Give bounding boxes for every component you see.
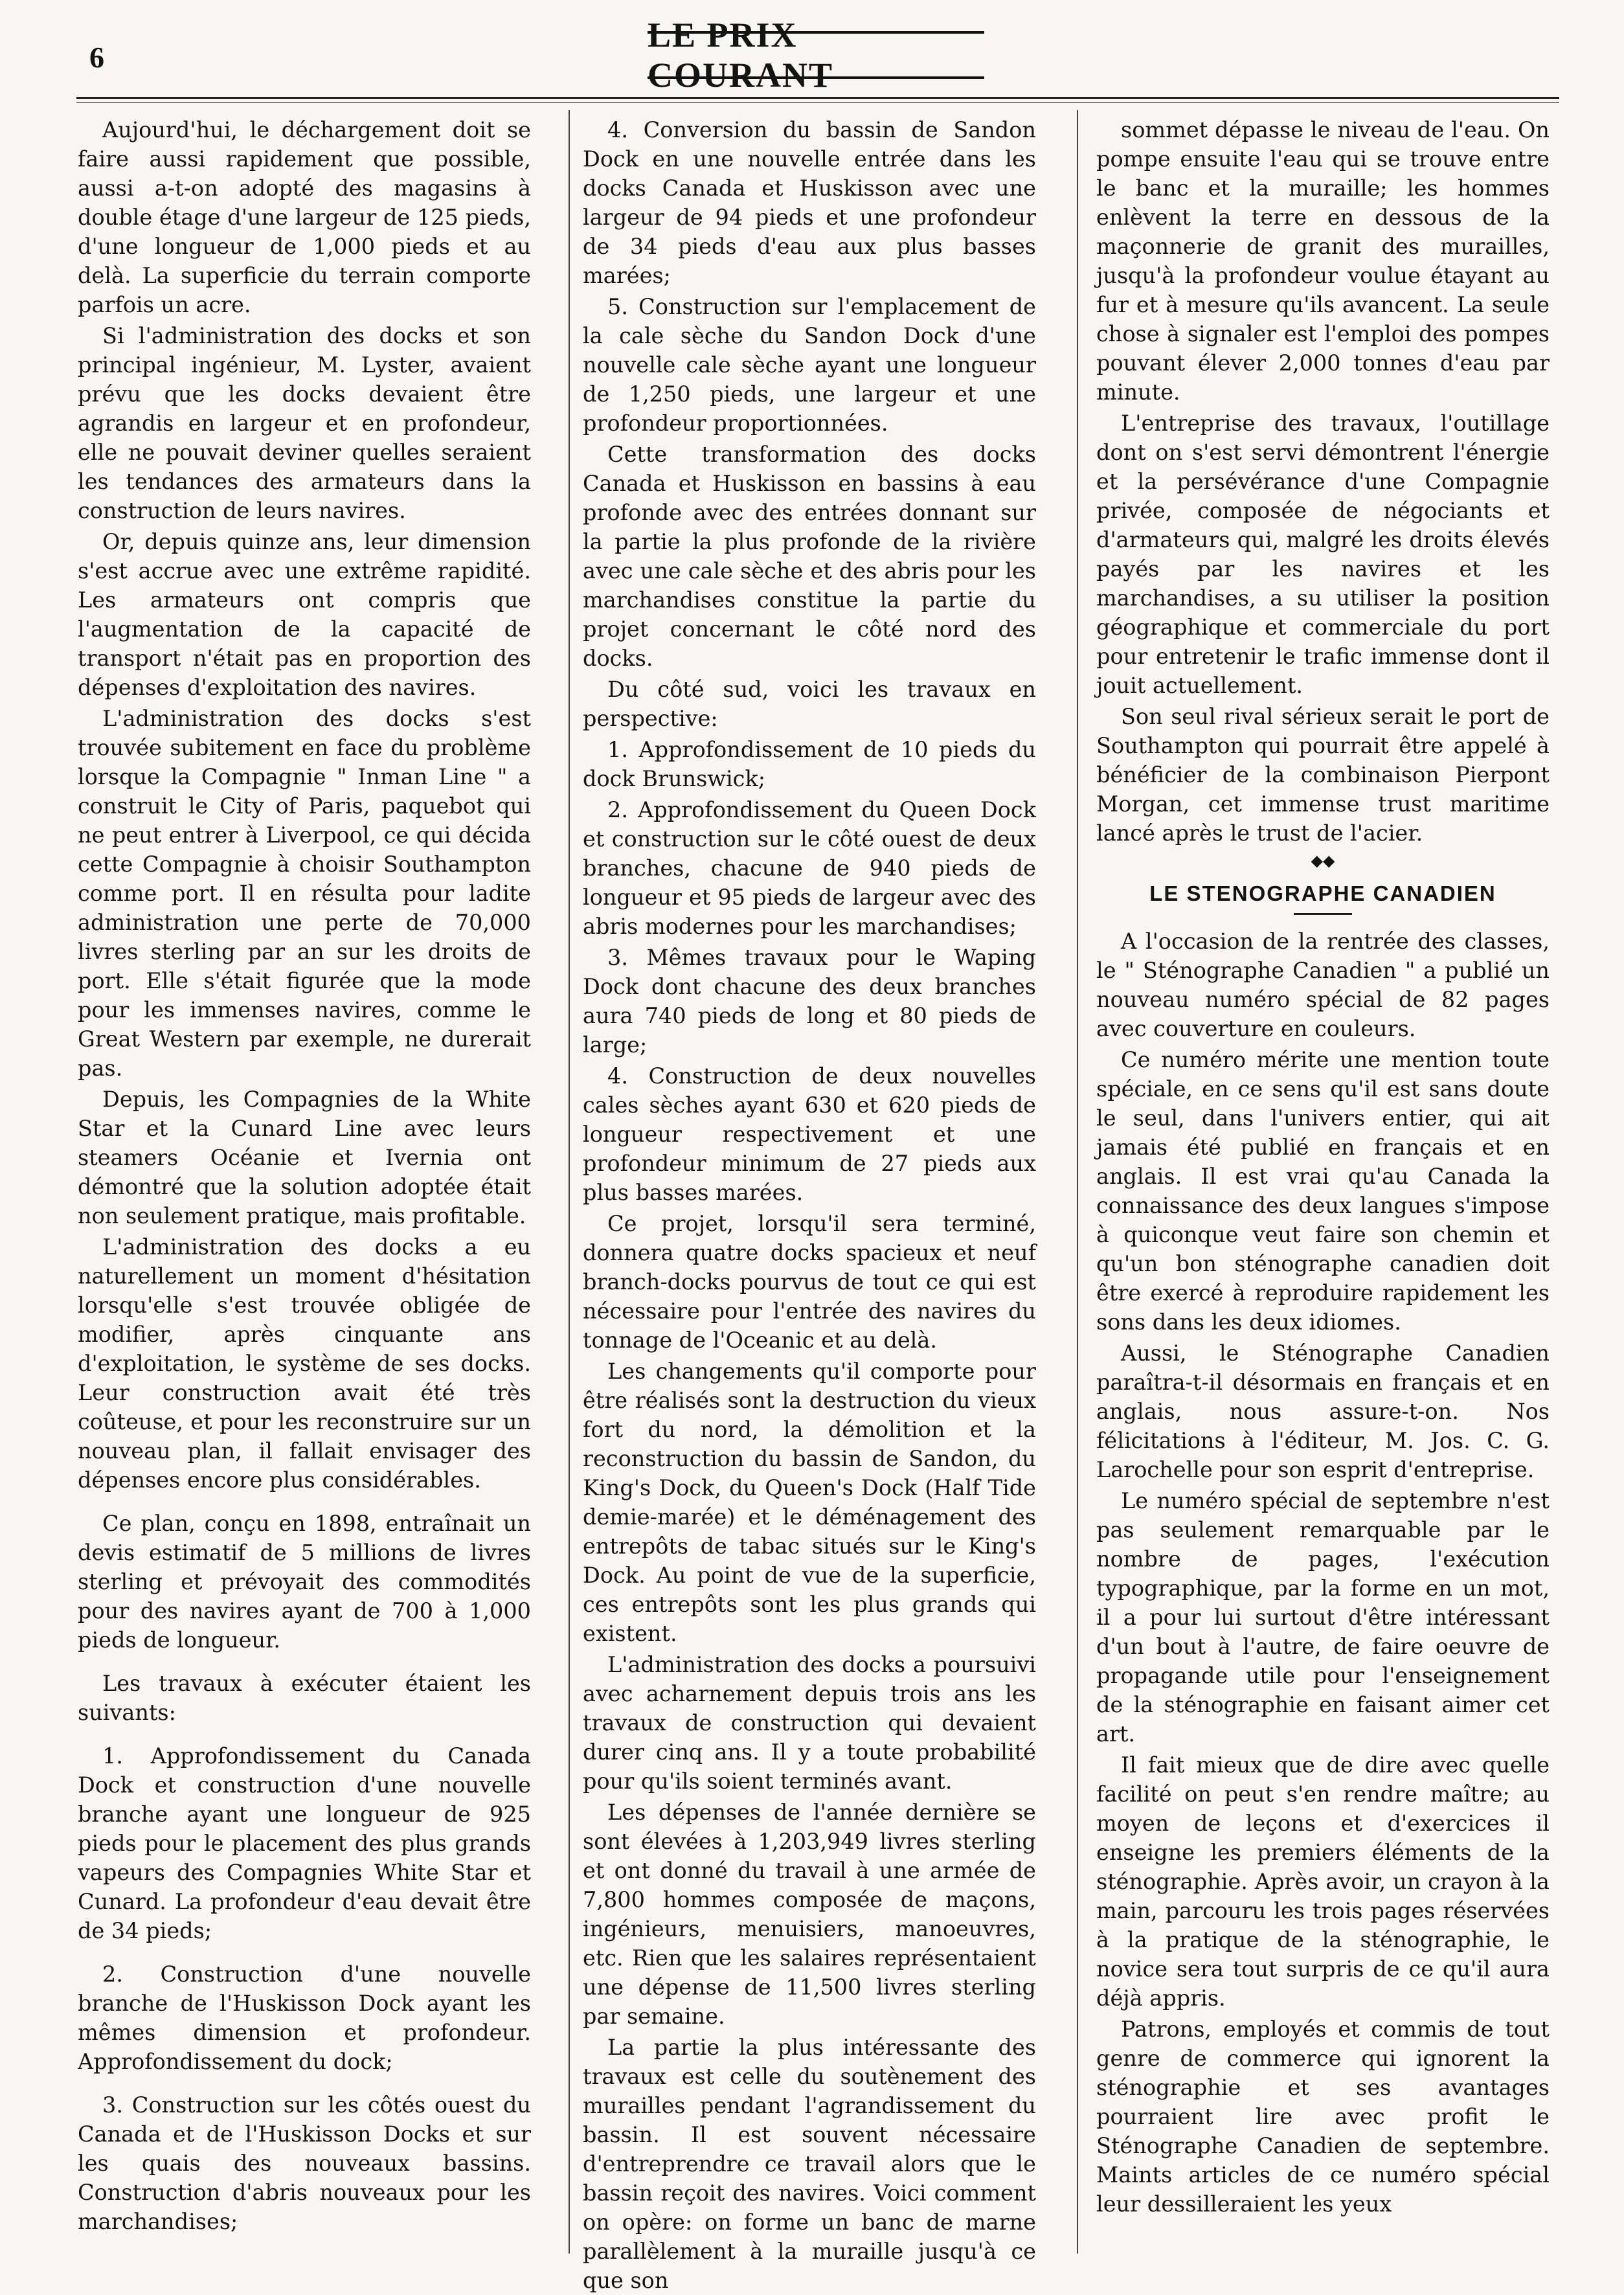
paragraph: Aujourd'hui, le déchargement doit se faire aussi rapidement que possible, aussi a-t-on adopté des magasins à double étage d'une largeur de 125 pieds, d'une longueur de 1,000 pieds et au delà. La superficie du terrain comporte parfois un acre. bbox=[78, 117, 531, 317]
column-2 bbox=[583, 115, 1036, 2295]
paragraph: L'administration des docks s'est trouvée subitement en face du problème lorsque la Compagnie " Inman Line " a construit le City of Paris, paquebot qui ne peut entrer à Liverpool, ce qui décida cette Compagnie à choisir Southampton comme port. Il en résulta pour ladite administration une perte de 70,000 livres sterling par an sur les droits de port. Elle s'était figurée que la mode pour les immenses navires, comme le Great Western par exemple, ne durerait pas. bbox=[78, 706, 531, 1081]
masthead-logo: LE PRIX COURANT bbox=[648, 31, 984, 79]
paragraph: L'administration des docks a eu naturellement un moment d'hésitation lorsqu'elle s'est trouvée obligée de modifier, après cinquante ans d'exploitation, le système de ses docks. Leur construction avait été très coûteuse, et pour les reconstruire sur un nouveau plan, il fallait envisager des dépenses encore plus considérables. bbox=[78, 1234, 531, 1493]
paragraph: Les travaux à exécuter étaient les suivants: bbox=[78, 1671, 531, 1725]
paragraph: 3. Mêmes travaux pour le Waping Dock dont chacune des deux branches aura 740 pieds de long et 80 pieds de large; bbox=[583, 945, 1036, 1057]
section-rule bbox=[1294, 913, 1352, 915]
paragraph: 2. Construction d'une nouvelle branche de l'Huskisson Dock ayant les mêmes dimension et profondeur. Approfondissement du dock; bbox=[78, 1961, 531, 2074]
paragraph: sommet dépasse le niveau de l'eau. On pompe ensuite l'eau qui se trouve entre le banc et la muraille; les hommes enlèvent la terre en dessous de la maçonnerie de granit des murailles, jusqu'à la profondeur voulue étayant au fur et à mesure qu'ils avancent. La seule chose à signaler est l'emploi des pompes pouvant élever 2,000 tonnes d'eau par minute. bbox=[1096, 117, 1550, 405]
paragraph: Ce plan, conçu en 1898, entraînait un devis estimatif de 5 millions de livres sterling et prévoyait des commodités pour des navires ayant de 700 à 1,000 pieds de longueur. bbox=[78, 1511, 531, 1653]
paragraph: Les changements qu'il comporte pour être réalisés sont la destruction du vieux fort du nord, la démolition et la reconstruction du bassin de Sandon, du King's Dock, du Queen's Dock (Half Tide demie-marée) et le déménagement des entrepôts de tabac situés sur le King's Dock. Au point de vue de la superficie, ces entrepôts sont les plus grands qui existent. bbox=[583, 1359, 1036, 1646]
header-rule bbox=[76, 97, 1559, 99]
paragraph: 2. Approfondissement du Queen Dock et construction sur le côté ouest de deux branches, chacune de 940 pieds de longueur et 95 pieds de largeur avec des abris modernes pour les marchandises; bbox=[583, 797, 1036, 939]
paragraph: Du côté sud, voici les travaux en perspective: bbox=[583, 677, 1036, 731]
paragraph: Ce numéro mérite une mention toute spéciale, en ce sens qu'il est sans doute le seul, dans l'univers entier, qui ait jamais été publié en français et en anglais. Il est vrai qu'au Canada la connaissance des deux langues s'impose à quiconque veut faire son chemin et qu'un bon sténographe canadien doit être exercé à reproduire rapidement les sons dans les deux idiomes. bbox=[1096, 1047, 1550, 1335]
paragraph: Si l'administration des docks et son principal ingénieur, M. Lyster, avaient prévu que les docks devaient être agrandis en largeur et en profondeur, elle ne pouvait deviner quelles seraient les tendances des armateurs dans la construction de leurs navires. bbox=[78, 323, 531, 523]
paragraph: 1. Approfondissement du Canada Dock et construction d'une nouvelle branche ayant une longueur de 925 pieds pour le placement des plus grands vapeurs des Compagnies White Star et Cunard. La profondeur d'eau devait être de 34 pieds; bbox=[78, 1743, 531, 1943]
column-3 bbox=[1096, 115, 1550, 2219]
paragraph: Depuis, les Compagnies de la White Star et la Cunard Line avec leurs steamers Océanie et Ivernia ont démontré que la solution adoptée était non seulement pratique, mais profitable. bbox=[78, 1087, 531, 1228]
paragraph: Patrons, employés et commis de tout genre de commerce qui ignorent la sténographie et ses avantages pourraient lire avec profit le Sténographe Canadien de septembre. Maints articles de ce numéro spécial leur dessilleraient les yeux bbox=[1096, 2017, 1550, 2217]
paragraph: Les dépenses de l'année dernière se sont élevées à 1,203,949 livres sterling et ont donné du travail à une armée de 7,800 hommes composée de maçons, ingénieurs, menuisiers, manoeuvres, etc. Rien que les salaires représentaient une dépense de 11,500 livres sterling par semaine. bbox=[583, 1800, 1036, 2029]
paragraph: 4. Construction de deux nouvelles cales sèches ayant 630 et 620 pieds de longueur respectivement et une profondeur minimum de 27 pieds aux plus basses marées. bbox=[583, 1063, 1036, 1205]
paragraph: 4. Conversion du bassin de Sandon Dock en une nouvelle entrée dans les docks Canada et Huskisson avec une largeur de 94 pieds et une profondeur de 34 pieds d'eau aux plus basses marées; bbox=[583, 117, 1036, 288]
header-rule-thin bbox=[76, 102, 1559, 103]
paragraph: A l'occasion de la rentrée des classes, le " Sténographe Canadien " a publié un nouveau numéro spécial de 82 pages avec couverture en couleurs. bbox=[1096, 929, 1550, 1041]
column-1 bbox=[78, 115, 531, 2236]
paragraph: Son seul rival sérieux serait le port de Southampton qui pourrait être appelé à bénéficier de la combinaison Pierpont Morgan, cet immense trust maritime lancé après le trust de l'acier. bbox=[1096, 704, 1550, 846]
section-ornament: ◆◆ bbox=[1311, 852, 1335, 870]
column-divider bbox=[1077, 110, 1078, 2254]
paragraph: Ce projet, lorsqu'il sera terminé, donnera quatre docks spacieux et neuf branch-docks pourvus de tout ce qui est nécessaire pour l'entrée des navires du tonnage de l'Oceanic et au delà. bbox=[583, 1211, 1036, 1353]
paragraph: Il fait mieux que de dire avec quelle facilité on peut s'en rendre maître; au moyen de leçons et d'exercices il enseigne les premiers éléments de la sténographie. Après avoir, un crayon à la main, parcouru les trois pages réservées à la pratique de la sténographie, le novice sera tout surpris de ce qu'il aura déjà appris. bbox=[1096, 1752, 1550, 2011]
section-title: LE STENOGRAPHE CANADIEN bbox=[1149, 881, 1496, 905]
paragraph: L'administration des docks a poursuivi avec acharnement depuis trois ans les travaux de construction qui devaient durer cinq ans. Il y a toute probabilité pour qu'ils soient terminés avant. bbox=[583, 1652, 1036, 1794]
column-divider bbox=[569, 110, 570, 2254]
column-3-bottom bbox=[1096, 927, 1550, 2219]
paragraph: La partie la plus intéressante des travaux est celle du soutènement des murailles pendant l'agrandissement du bassin. Il est souvent nécessaire d'entreprendre ce travail alors que le bassin reçoit des navires. Voici comment on opère: on forme un banc de marne parallèlement à la muraille jusqu'à ce que son bbox=[583, 2035, 1036, 2293]
paragraph: Le numéro spécial de septembre n'est pas seulement remarquable par le nombre de pages, l'exécution typographique, par la forme en un mot, il a pour lui surtout d'être intéressant d'un bout à l'autre, de faire oeuvre de propagande utile pour l'enseignement de la sténographie en faisant aimer cet art. bbox=[1096, 1488, 1550, 1747]
column-3-top bbox=[1096, 115, 1550, 848]
paragraph: 1. Approfondissement de 10 pieds du dock Brunswick; bbox=[583, 737, 1036, 791]
paragraph: 3. Construction sur les côtés ouest du Canada et de l'Huskisson Docks et sur les quais des nouveaux bassins. Construction d'abris nouveaux pour les marchandises; bbox=[78, 2092, 531, 2234]
page-number: 6 bbox=[89, 41, 104, 74]
paragraph: Cette transformation des docks Canada et Huskisson en bassins à eau profonde avec des entrées donnant sur la partie la plus profonde de la rivière avec une cale sèche et des abris pour les marchandises constitue la partie du projet concernant le côté nord des docks. bbox=[583, 442, 1036, 671]
paragraph: 5. Construction sur l'emplacement de la cale sèche du Sandon Dock d'une nouvelle cale sèche ayant une longueur de 1,250 pieds, une largeur et une profondeur proportionnées. bbox=[583, 294, 1036, 436]
paragraph: Or, depuis quinze ans, leur dimension s'est accrue avec une extrême rapidité. Les armateurs ont compris que l'augmentation de la capacité de transport n'était pas en proportion des dépenses d'exploitation des navires. bbox=[78, 529, 531, 700]
paragraph: L'entreprise des travaux, l'outillage dont on s'est servi démontrent l'énergie et la persévérance d'une Compagnie privée, composée de négociants et d'armateurs qui, malgré les droits élevés payés par les navires et les marchandises, a su utiliser la position géographique et commerciale du port pour entretenir le trafic immense dont il jouit actuellement. bbox=[1096, 411, 1550, 698]
paragraph: Aussi, le Sténographe Canadien paraîtra-t-il désormais en français et en anglais, nous assure-t-on. Nos félicitations à l'éditeur, M. Jos. C. G. Larochelle pour son esprit d'entreprise. bbox=[1096, 1340, 1550, 1482]
